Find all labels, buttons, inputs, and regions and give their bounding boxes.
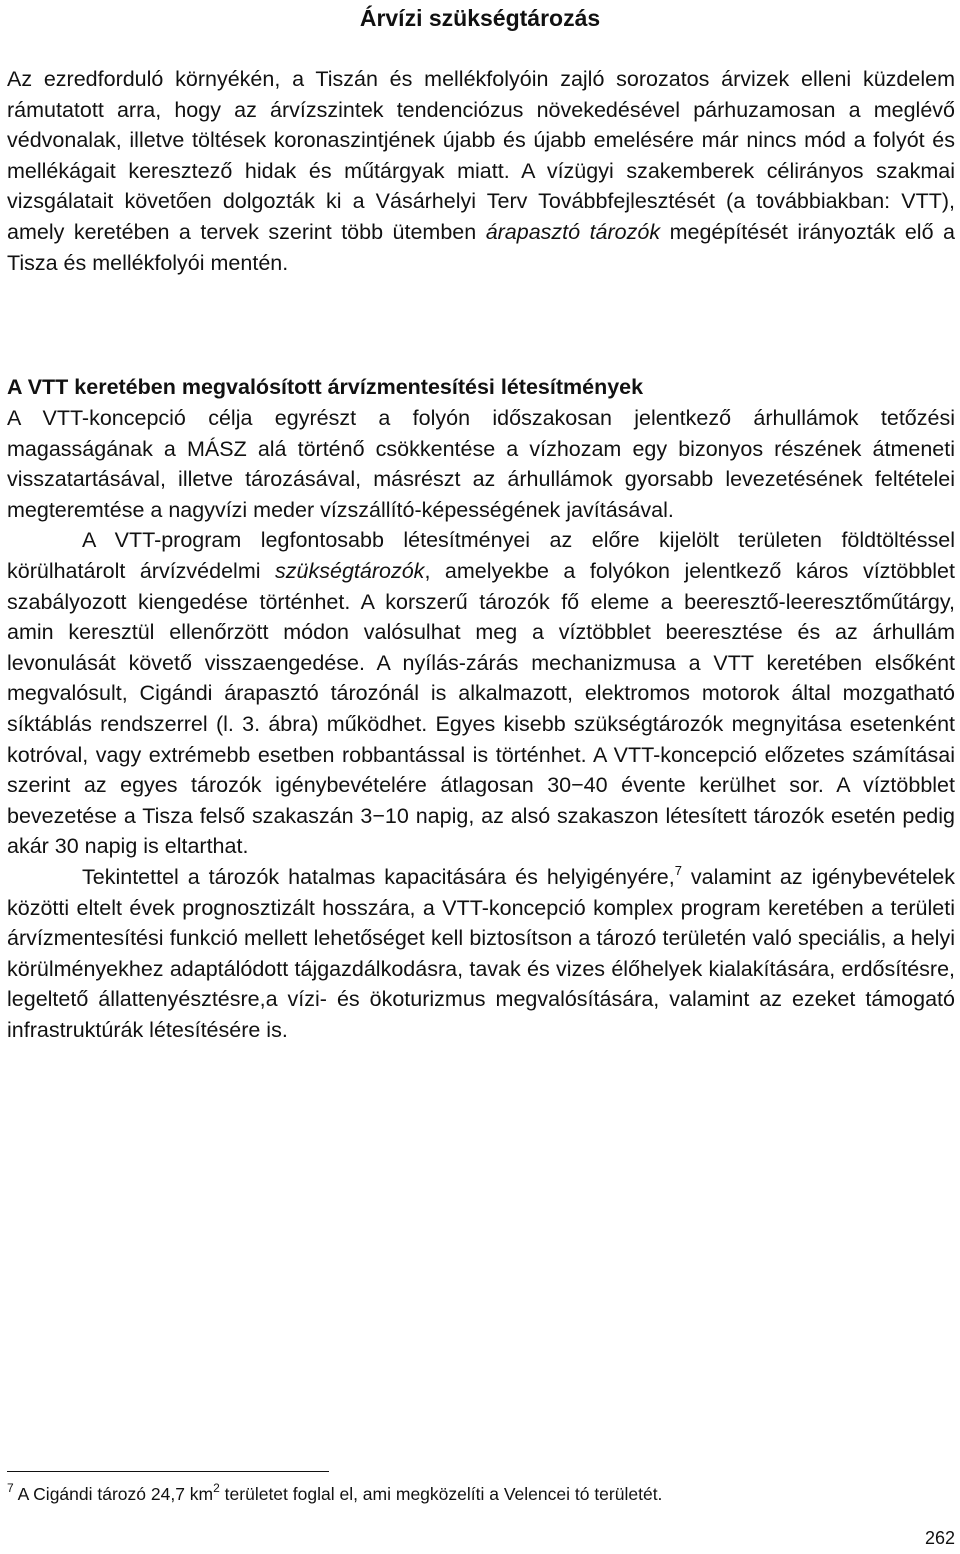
footnote-reference: 7 (674, 862, 682, 878)
intro-paragraph (7, 64, 955, 278)
paragraph-3 (7, 862, 955, 1046)
footnote-superscript: 2 (213, 1481, 220, 1495)
footnote-text-1: A Cigándi tározó 24,7 km (17, 1484, 214, 1504)
intro-text-1: Az ezredforduló környékén, a Tiszán és mellékfolyóin zajló sorozatos árvizek elleni küzdelem rámutatott arra, hogy az árvízszintek tendenciózus növekedésével párhuzamosan a meglévő védvonalak, illetve töltések koronaszintjének újabb és újabb emelésére már nincs mód a folyót és mellékágait keresztező hidak és műtárgyak miatt. A vízügyi szakemberek célirányos szakmai vizsgálatait követően dolgozták ki a Vásárhelyi Terv Továbbfejlesztését (a továbbiakban: VTT), amely keretében a tervek szerint több ütemben (7, 67, 955, 244)
footnote-number: 7 (7, 1481, 14, 1495)
paragraph-2-text-1: A VTT-program legfontosabb létesítményei az előre kijelölt területen földtöltéssel körülhatárolt árvízvédelmi (7, 528, 955, 583)
page-title: Árvízi szükségtározás (359, 5, 601, 31)
intro-italic-term: árapasztó tározók (485, 219, 661, 244)
footnote (7, 1482, 955, 1506)
intro-text-2: megépítését irányozták elő a Tisza és mellékfolyói mentén. (7, 219, 955, 275)
paragraph-1: A VTT-koncepció célja egyrészt a folyón időszakosan jelentkező árhullámok tetőzési magasságának a MÁSZ alá történő csökkentése a vízhozam egy bizonyos részének átmeneti visszatartásával, illetve tározásával, másrészt az árhullámok gyorsabb levezetésének feltételei megteremtése a nagyvízi meder vízszállító-képességének javításával. (7, 406, 955, 522)
paragraph-3-text-2: valamint az igénybevételek közötti eltelt évek prognosztizált hosszára, a VTT-koncepció komplex program keretében a területi árvízmentesítési funkció mellett lehetőséget kell biztosítson a tározó területén való speciális, a helyi körülményekhez adaptálódott tájgazdálkodásra, tavak és vizes élőhelyek kialakítására, erdősítésre, legeltető állattenyésztésre,a vízi- és ökoturizmus megvalósítására, valamint az ezeket támogató infrastruktúrák létesítésére is. (7, 864, 956, 1042)
section-body (7, 403, 955, 1045)
footnote-separator (7, 1471, 329, 1472)
footnote-text-2: területet foglal el, ami megközelíti a Velencei tó területét. (219, 1484, 663, 1504)
paragraph-2-italic-term: szükségtározók (275, 558, 425, 583)
paragraph-3-text-1: Tekintettel a tározók hatalmas kapacitására és helyigényére, (82, 864, 675, 889)
paragraph-2-text-2: , amelyekbe a folyókon jelentkező káros víztöbblet szabályozott kiengedése történhet. A korszerű tározók fő eleme a beeresztő-leeresztőműtárgy, amin keresztül ellenőrzött módon valósulhat meg a víztöbblet beeresztése és az árhullám levonulását követő visszaengedése. A nyílás-zárás mechanizmusa a VTT keretében elsőként megvalósult, Cigándi árapasztó tározónál is alkalmazott, elektromos motorok által mozgatható síktáblás rendszerrel (l. 3. ábra) működhet. Egyes kisebb szükségtározók megnyitása esetenként kotróval, vagy extrémebb esetben robbantással is történhet. A VTT-koncepció előzetes számításai szerint az egyes tározók igénybevételére átlagosan 30−40 évente kerülhet sor. A víztöbblet bevezetése a Tisza felső szakaszán 3−10 napig, az alsó szakaszon létesített tározók esetén pedig akár 30 napig is eltarthat. (7, 558, 955, 859)
page-number: 262 (924, 1528, 955, 1548)
paragraph-2 (7, 525, 955, 862)
section-heading: A VTT keretében megvalósított árvízmentesítési létesítmények (7, 375, 644, 399)
